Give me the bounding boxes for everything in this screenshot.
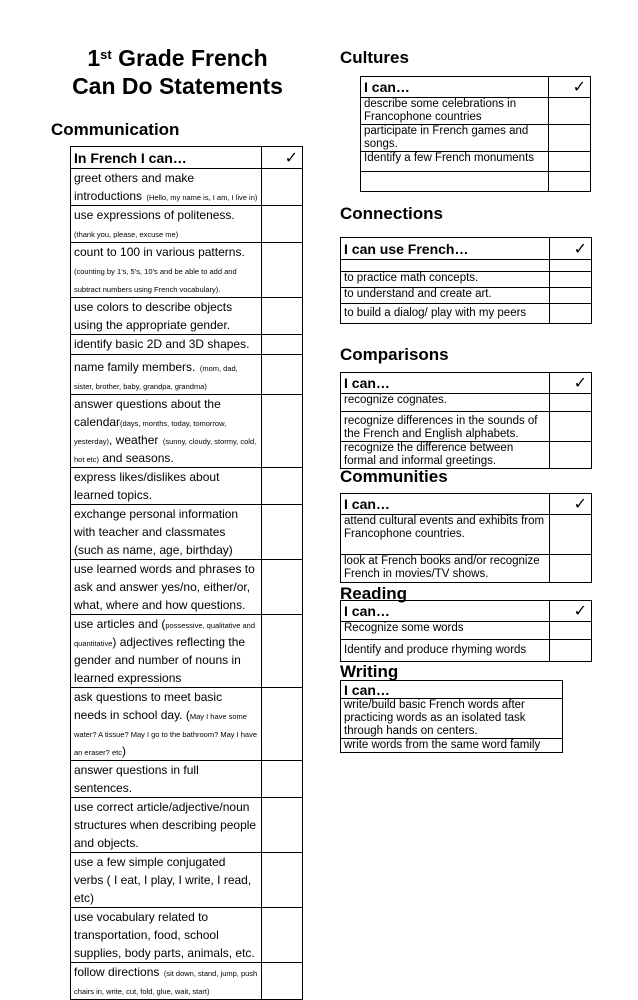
reading-heading: Reading: [340, 584, 408, 603]
connections-header: I can use French…: [341, 238, 550, 260]
check-icon: ✓: [262, 147, 303, 169]
check-box[interactable]: [262, 908, 303, 963]
check-icon: ✓: [550, 601, 592, 622]
table-row: to understand and create art.: [341, 288, 550, 304]
check-box[interactable]: [550, 288, 592, 304]
comparisons-heading: Comparisons: [340, 345, 449, 364]
check-box[interactable]: [550, 622, 592, 640]
table-row: use a few simple conjugated verbs ( I eat, I play, I write, I read, etc): [71, 853, 262, 908]
reading-header: I can…: [341, 601, 550, 622]
writing-heading: Writing: [340, 662, 399, 681]
check-box[interactable]: [549, 172, 591, 192]
table-row: recognize cognates.: [341, 394, 550, 412]
table-row: attend cultural events and exhibits from Francophone countries.: [341, 515, 550, 555]
check-box[interactable]: [549, 125, 591, 152]
table-row: [361, 172, 549, 192]
table-row: use vocabulary related to transportation, food, school supplies, body parts, animals, etc.: [71, 908, 262, 963]
writing-header: I can…: [341, 681, 563, 699]
check-box[interactable]: [262, 761, 303, 798]
check-box[interactable]: [262, 169, 303, 206]
check-box[interactable]: [262, 505, 303, 560]
check-box[interactable]: [262, 468, 303, 505]
check-box[interactable]: [262, 798, 303, 853]
cultures-header: I can…: [361, 77, 549, 98]
table-row: recognize the difference between formal and informal greetings.: [341, 442, 550, 469]
comparisons-table: [340, 372, 592, 469]
check-box[interactable]: [262, 688, 303, 761]
table-row: recognize differences in the sounds of the French and English alphabets.: [341, 412, 550, 442]
table-row: use colors to describe objects using the appropriate gender.: [71, 298, 262, 335]
table-row: answer questions in full sentences.: [71, 761, 262, 798]
communication-table: [70, 146, 303, 1000]
check-box[interactable]: [549, 152, 591, 172]
comparisons-header: I can…: [341, 373, 550, 394]
table-row: participate in French games and songs.: [361, 125, 549, 152]
cultures-table: [360, 76, 591, 192]
check-box[interactable]: [262, 335, 303, 355]
connections-table: [340, 237, 592, 324]
check-box[interactable]: [550, 412, 592, 442]
cultures-heading: Cultures: [340, 48, 409, 67]
table-row: use articles and (possessive, qualitative and quantitative) adjectives reflecting the gender and number of nouns in learned expressions: [71, 615, 262, 688]
check-box[interactable]: [550, 260, 592, 272]
table-row: ask questions to meet basic needs in school day. (May I have some water? A tissue? May I go to the bathroom? May I have an eraser? etc): [71, 688, 262, 761]
communities-heading: Communities: [340, 467, 448, 486]
writing-table: [340, 680, 563, 753]
check-box[interactable]: [550, 272, 592, 288]
table-row: write words from the same word family: [341, 739, 563, 753]
table-row: write/build basic French words after practicing words as an isolated task through hands on centers.: [341, 699, 563, 739]
table-row: use correct article/adjective/noun structures when describing people and objects.: [71, 798, 262, 853]
communities-header: I can…: [341, 494, 550, 515]
table-row: count to 100 in various patterns.(counting by 1’s, 5’s, 10’s and be able to add and subtract numbers using French vocabulary).: [71, 243, 262, 298]
communities-table: [340, 493, 592, 583]
reading-table: [340, 600, 592, 662]
communication-heading: Communication: [51, 120, 180, 139]
table-row: to practice math concepts.: [341, 272, 550, 288]
check-box[interactable]: [262, 355, 303, 395]
check-box[interactable]: [550, 640, 592, 662]
check-icon: ✓: [550, 494, 592, 515]
communication-header: In French I can…: [71, 147, 262, 169]
check-box[interactable]: [262, 395, 303, 468]
table-row: describe some celebrations in Francophone countries: [361, 98, 549, 125]
check-icon: ✓: [550, 238, 592, 260]
table-row: Identify and produce rhyming words: [341, 640, 550, 662]
table-row: identify basic 2D and 3D shapes.: [71, 335, 262, 355]
page-title: 1st Grade French Can Do Statements: [72, 45, 283, 99]
check-box[interactable]: [549, 98, 591, 125]
check-box[interactable]: [262, 298, 303, 335]
check-box[interactable]: [550, 304, 592, 324]
check-box[interactable]: [262, 963, 303, 1000]
table-row: name family members. (mom, dad, sister, brother, baby, grandpa, grandma): [71, 355, 262, 395]
table-row: look at French books and/or recognize French in movies/TV shows.: [341, 555, 550, 583]
table-row: express likes/dislikes about learned topics.: [71, 468, 262, 505]
table-row: to build a dialog/ play with my peers: [341, 304, 550, 324]
table-row: use learned words and phrases to ask and answer yes/no, either/or, what, where and how questions.: [71, 560, 262, 615]
check-box[interactable]: [262, 206, 303, 243]
table-row: answer questions about the calendar(days, months, today, tomorrow, yesterday), weather (sunny, cloudy, stormy, cold, hot etc) and seasons.: [71, 395, 262, 468]
table-row: follow directions (sit down, stand, jump, push chairs in, write, cut, fold, glue, wait, start): [71, 963, 262, 1000]
table-row: greet others and make introductions (Hello, my name is, I am, I live in): [71, 169, 262, 206]
check-box[interactable]: [550, 555, 592, 583]
table-row: Identify a few French monuments: [361, 152, 549, 172]
check-box[interactable]: [550, 515, 592, 555]
check-box[interactable]: [550, 394, 592, 412]
table-row: [341, 260, 550, 272]
check-box[interactable]: [262, 560, 303, 615]
table-row: Recognize some words: [341, 622, 550, 640]
connections-heading: Connections: [340, 204, 443, 223]
check-icon: ✓: [550, 373, 592, 394]
check-box[interactable]: [262, 615, 303, 688]
check-box[interactable]: [262, 243, 303, 298]
check-box[interactable]: [262, 853, 303, 908]
check-icon: ✓: [549, 77, 591, 98]
table-row: use expressions of politeness. (thank you, please, excuse me): [71, 206, 262, 243]
check-box[interactable]: [550, 442, 592, 469]
table-row: exchange personal information with teacher and classmates (such as name, age, birthday): [71, 505, 262, 560]
